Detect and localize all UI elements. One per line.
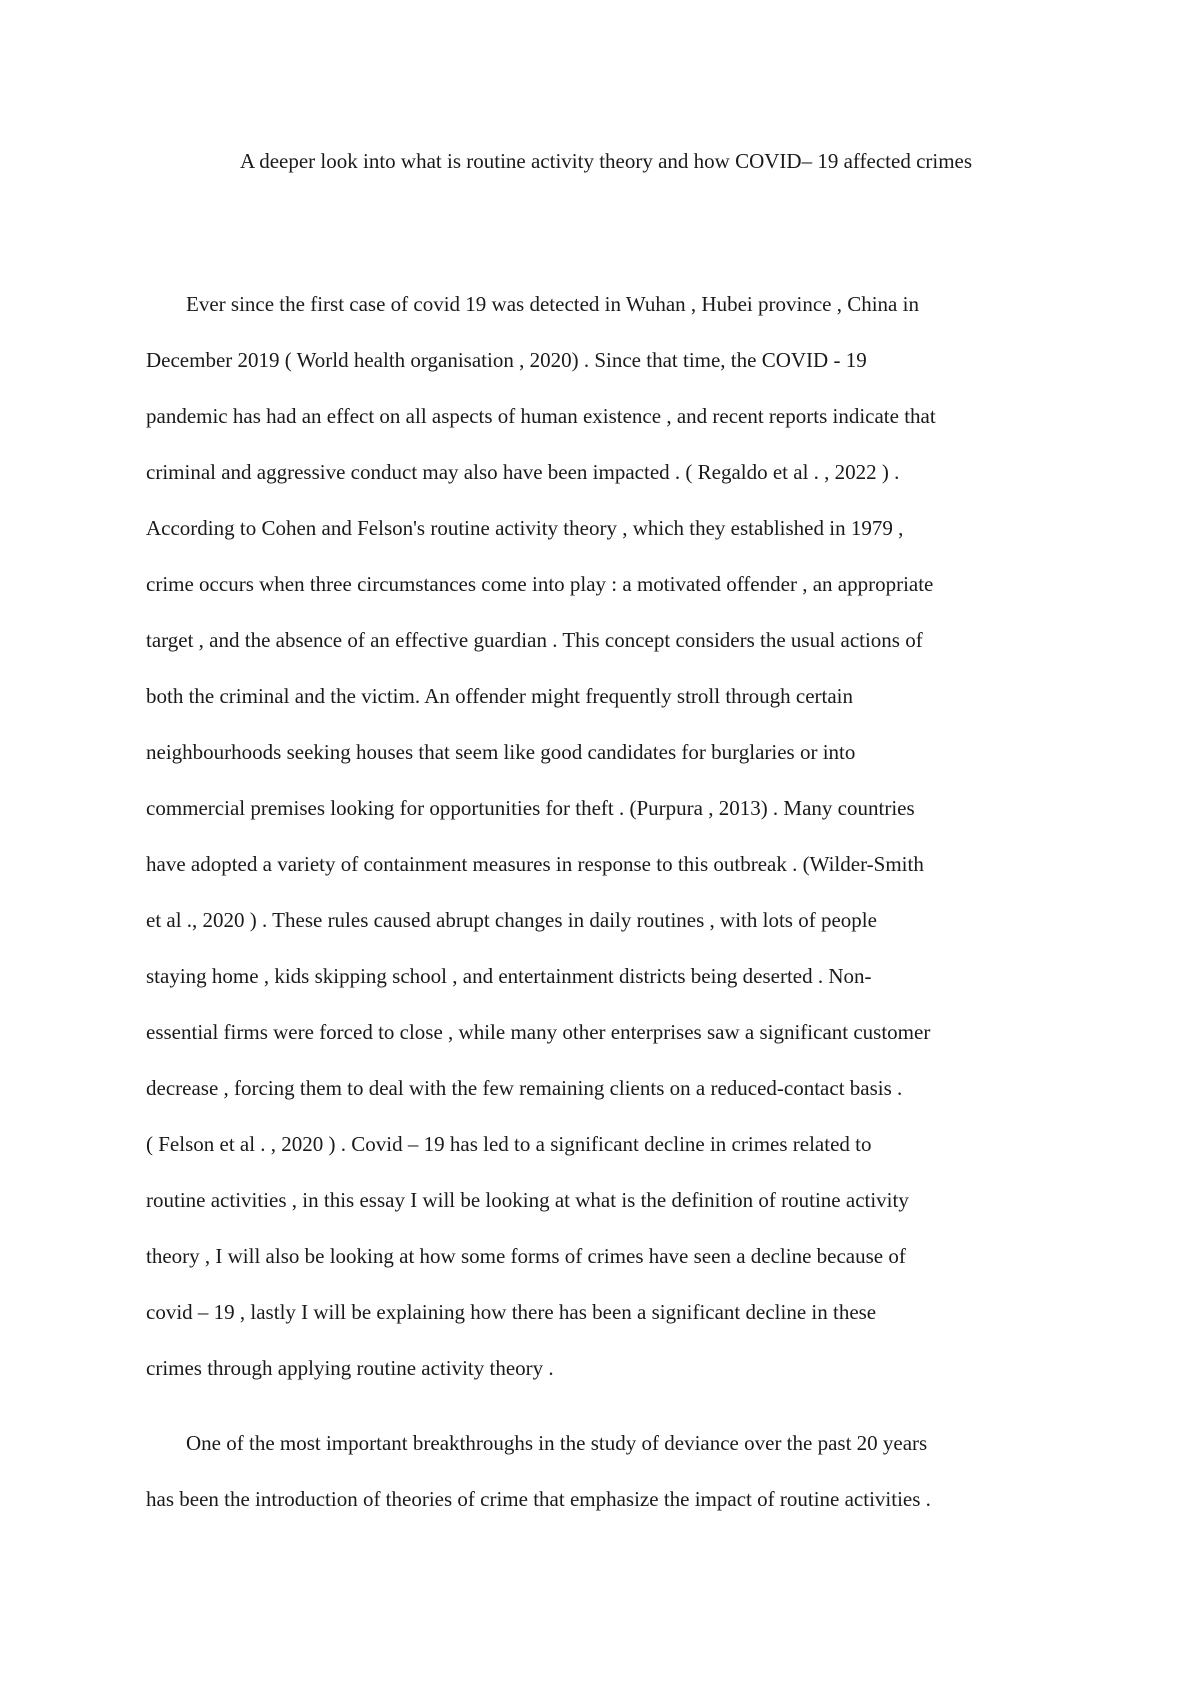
text-line: crime occurs when three circumstances come into play : a motivated offender , an appropriate	[146, 572, 934, 596]
text-line: One of the most important breakthroughs in the study of deviance over the past 20 years	[186, 1431, 928, 1455]
text-line: has been the introduction of theories of crime that emphasize the impact of routine activities .	[146, 1487, 931, 1511]
text-line: covid – 19 , lastly I will be explaining how there has been a significant decline in these	[146, 1300, 877, 1324]
paragraph-routine-activities	[146, 1415, 1066, 1527]
text-line: target , and the absence of an effective guardian . This concept considers the usual actions of	[146, 628, 923, 652]
text-line: have adopted a variety of containment measures in response to this outbreak . (Wilder-Smith	[146, 852, 924, 876]
text-line: criminal and aggressive conduct may also have been impacted . ( Regaldo et al . , 2022 ) .	[146, 460, 900, 484]
text-line: staying home , kids skipping school , and entertainment districts being deserted . Non-	[146, 964, 872, 988]
paragraph-introduction	[146, 276, 1066, 1396]
text-line: crimes through applying routine activity theory .	[146, 1356, 554, 1380]
text-line: Ever since the first case of covid 19 was detected in Wuhan , Hubei province , China in	[186, 292, 919, 316]
text-line: neighbourhoods seeking houses that seem like good candidates for burglaries or into	[146, 740, 856, 764]
text-line: December 2019 ( World health organisation , 2020) . Since that time, the COVID - 19	[146, 348, 867, 372]
text-line: both the criminal and the victim. An offender might frequently stroll through certain	[146, 684, 854, 708]
text-line: decrease , forcing them to deal with the few remaining clients on a reduced-contact basis .	[146, 1076, 903, 1100]
text-line: ( Felson et al . , 2020 ) . Covid – 19 has led to a significant decline in crimes related to	[146, 1132, 872, 1156]
text-line: theory , I will also be looking at how some forms of crimes have seen a decline because of	[146, 1244, 906, 1268]
document-title: A deeper look into what is routine activity theory and how COVID– 19 affected crimes	[239, 149, 973, 173]
text-line: essential firms were forced to close , while many other enterprises saw a significant customer	[146, 1020, 931, 1044]
text-line: pandemic has had an effect on all aspects of human existence , and recent reports indicate that	[146, 404, 936, 428]
text-line: According to Cohen and Felson's routine activity theory , which they established in 1979 ,	[146, 516, 904, 540]
text-line: commercial premises looking for opportunities for theft . (Purpura , 2013) . Many countries	[146, 796, 915, 820]
text-line: routine activities , in this essay I will be looking at what is the definition of routine activity	[146, 1188, 909, 1212]
text-line: et al ., 2020 ) . These rules caused abrupt changes in daily routines , with lots of people	[146, 908, 877, 932]
